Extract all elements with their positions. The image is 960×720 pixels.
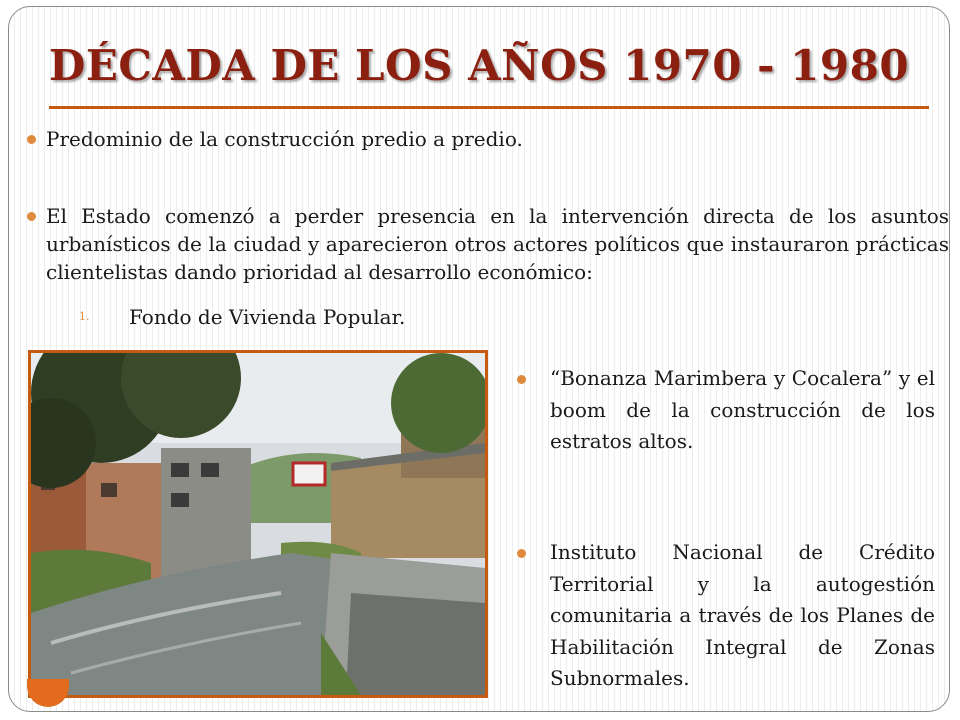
numbered-item-text: Fondo de Vivienda Popular.: [129, 305, 406, 329]
bullet-item: [517, 363, 935, 458]
bullet-item: [27, 125, 947, 153]
river-neighborhood-photo: [28, 350, 488, 698]
right-bullet-list: [517, 537, 935, 695]
numbered-item-number: 1.: [79, 310, 90, 323]
slide: [8, 6, 950, 712]
bullet-text: Instituto Nacional de Crédito Territorial y la autogestión comunitaria a través de los Planes de Habilitación Integral de Zonas Subnormales.: [550, 540, 935, 690]
bullet-dot-icon: [517, 549, 526, 558]
bullet-text: El Estado comenzó a perder presencia en la intervención directa de los asuntos urbanísticos de la ciudad y aparecieron otros actores políticos que instauraron prácticas clientelistas dando prioridad al desarrollo económico:: [46, 204, 949, 284]
right-bullet-list: [517, 363, 935, 458]
bullet-text: “Bonanza Marimbera y Cocalera” y el boom de la construcción de los estratos altos.: [550, 366, 935, 453]
title-underline: [49, 106, 929, 109]
photo-illustration: [31, 353, 485, 695]
bullet-item: [517, 537, 935, 695]
bullet-item: [27, 202, 949, 286]
bullet-dot-icon: [27, 135, 36, 144]
decorative-corner-circle: [27, 679, 69, 707]
slide-title: DÉCADA DE LOS AÑOS 1970 - 1980: [48, 41, 910, 90]
bullet-text: Predominio de la construcción predio a predio.: [46, 127, 523, 151]
bullet-dot-icon: [517, 375, 526, 384]
bullet-dot-icon: [27, 212, 36, 221]
